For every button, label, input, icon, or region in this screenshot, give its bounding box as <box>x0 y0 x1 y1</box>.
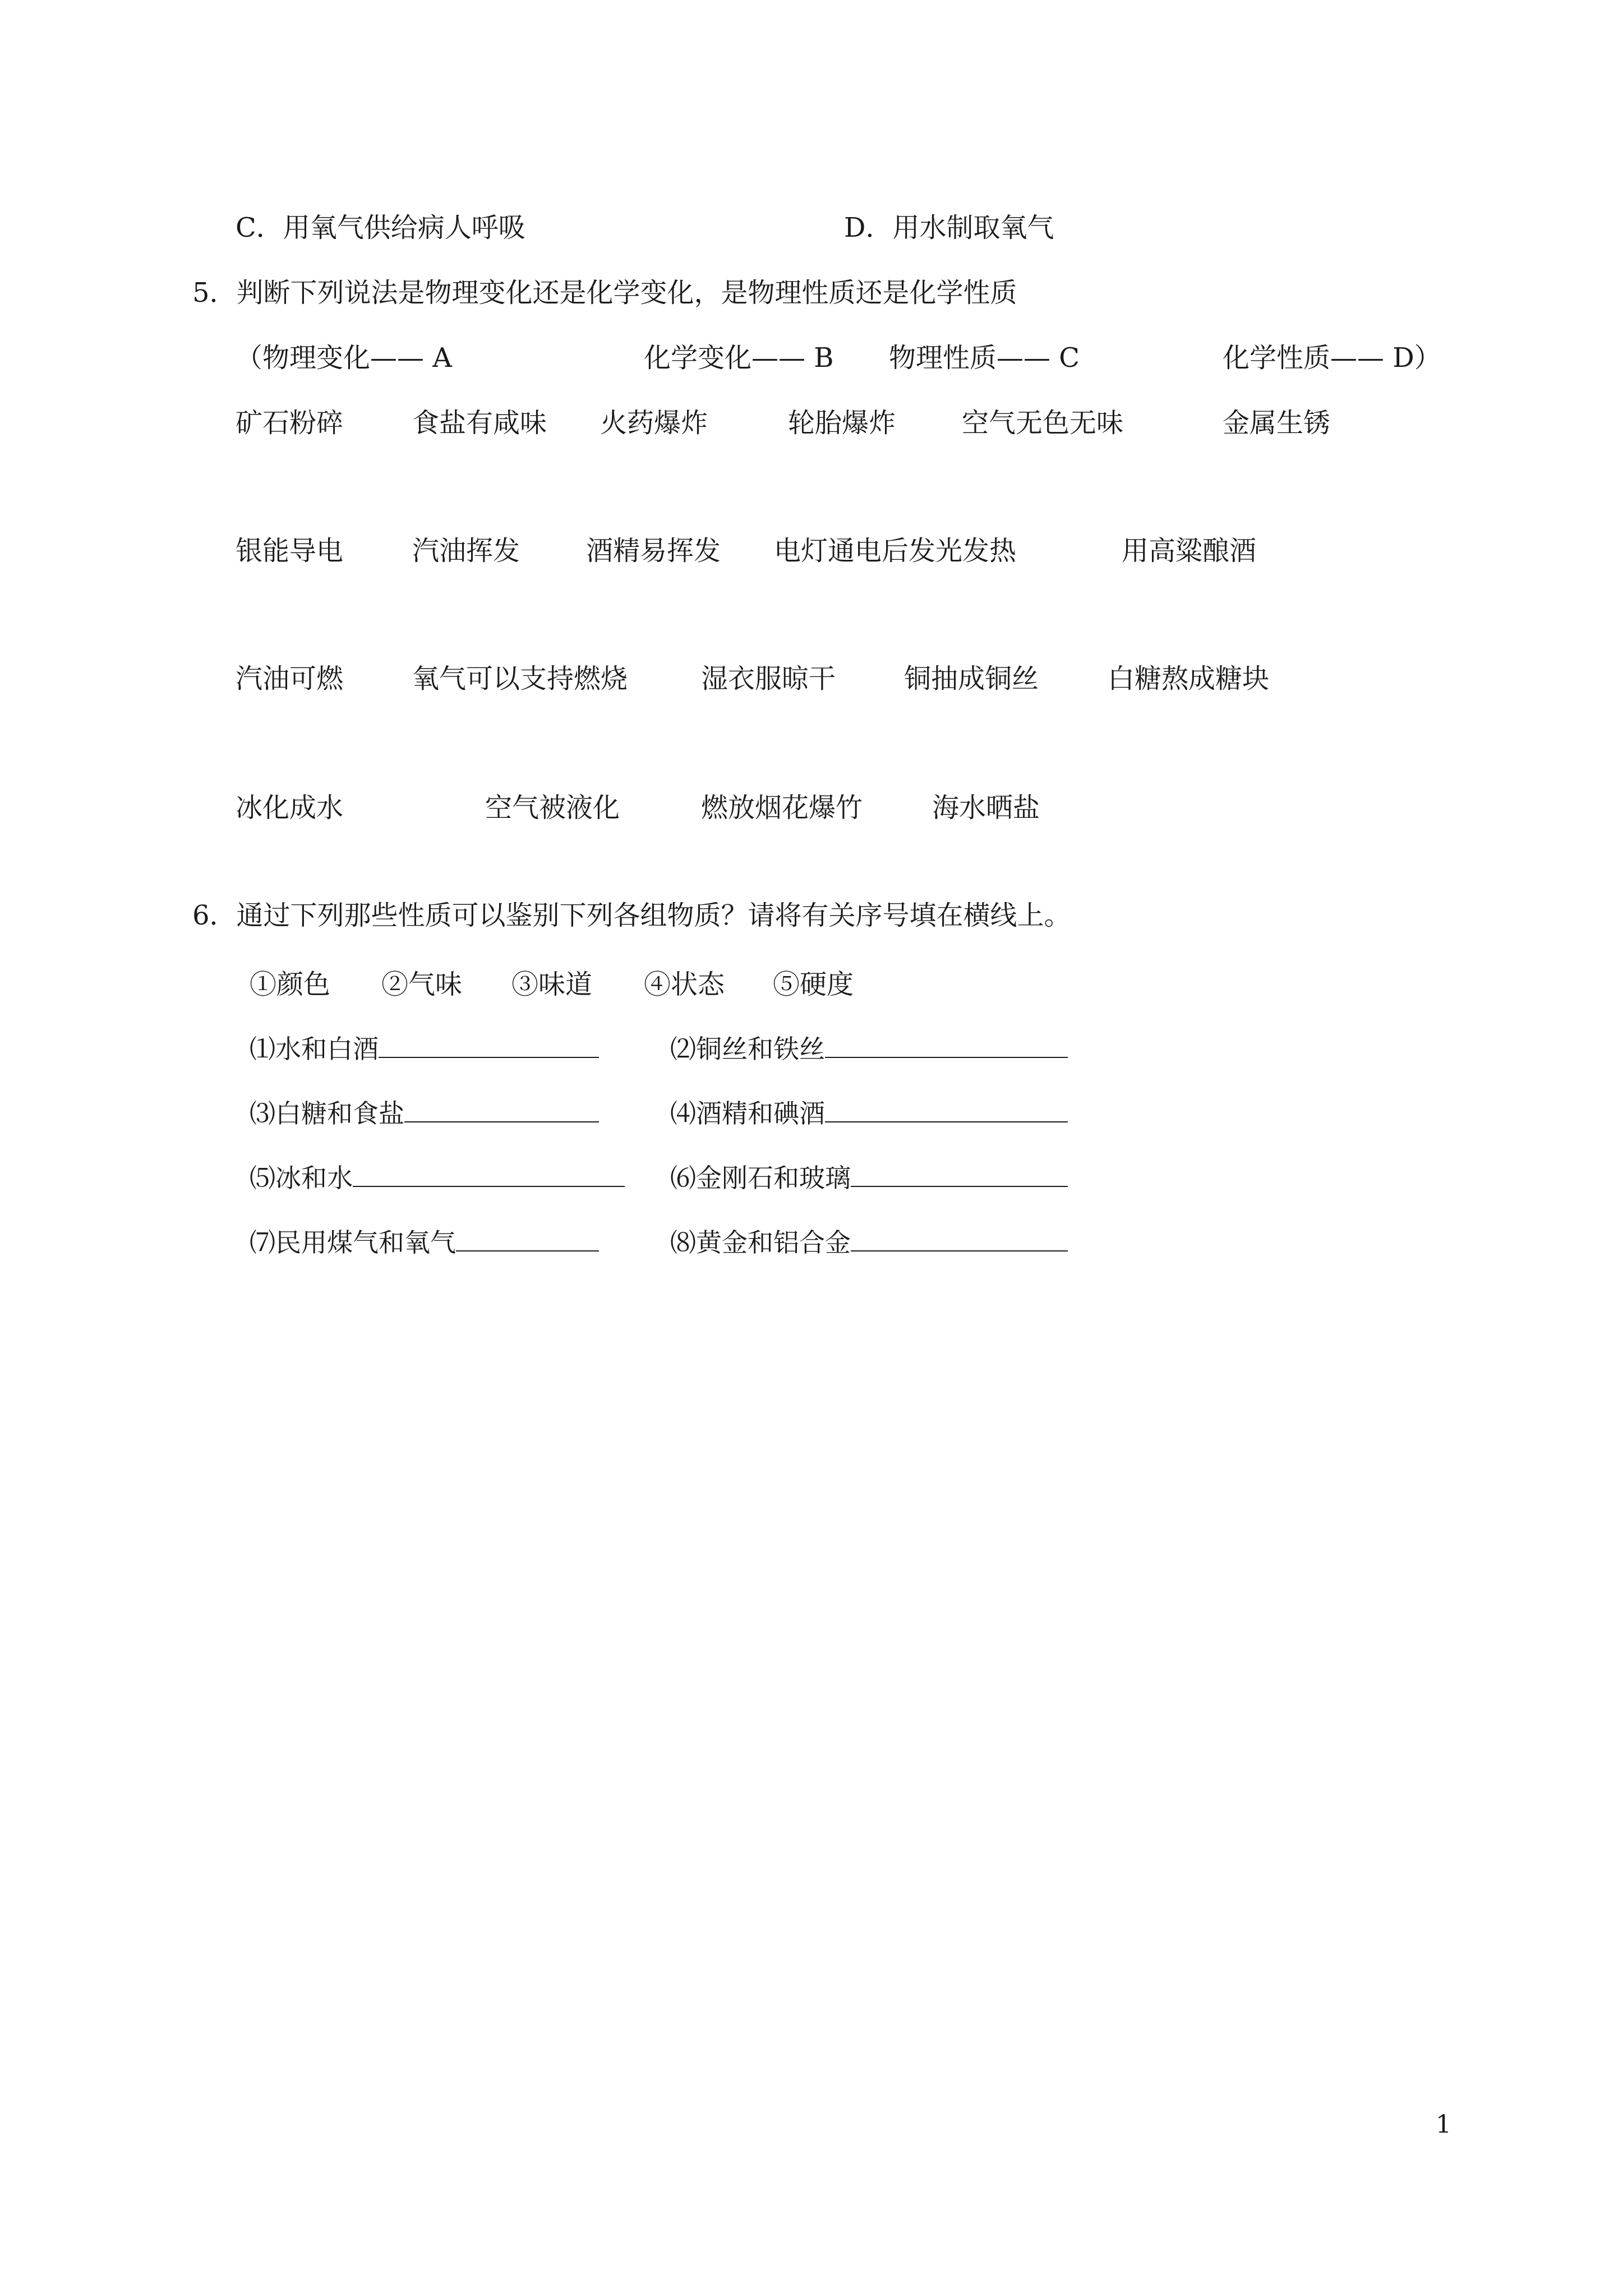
q6-item-1 <box>250 1032 599 1066</box>
q6-property: ④状态 <box>644 969 725 1000</box>
q6-item-2 <box>670 1032 1068 1066</box>
answer-blank[interactable] <box>353 1161 625 1187</box>
q4-option-c: C．用氧气供给病人呼吸 <box>236 212 525 243</box>
q6-item-label: ⑵铜丝和铁丝 <box>670 1034 825 1064</box>
q6-property: ⑤硬度 <box>773 969 854 1000</box>
q6-item-7 <box>250 1226 599 1259</box>
answer-blank[interactable] <box>456 1226 599 1251</box>
q6-item-label: ⑶白糖和食盐 <box>250 1098 404 1129</box>
q5-item: 银能导电 <box>236 535 344 567</box>
answer-blank[interactable] <box>404 1097 599 1122</box>
answer-blank[interactable] <box>379 1032 599 1058</box>
q5-item: 空气无色无味 <box>962 407 1124 439</box>
q6-item-label: ⑸冰和水 <box>250 1163 353 1193</box>
q5-item: 轮胎爆炸 <box>788 407 896 439</box>
q5-legend-b: 化学变化—— B <box>644 342 834 374</box>
q5-legend-d: 化学性质—— D） <box>1223 342 1441 374</box>
q6-property: ①颜色 <box>250 969 331 1000</box>
q6-item-label: ⑻黄金和铝合金 <box>670 1227 851 1258</box>
q5-item: 燃放烟花爆竹 <box>701 792 863 823</box>
answer-blank[interactable] <box>851 1161 1068 1187</box>
q6-item-4 <box>670 1097 1068 1130</box>
q5-legend-a: （物理变化—— A <box>236 342 452 374</box>
q5-item: 电灯通电后发光发热 <box>774 535 1017 567</box>
q5-item: 汽油可燃 <box>236 663 344 694</box>
q6-stem: 6．通过下列那些性质可以鉴别下列各组物质？请将有关序号填在横线上。 <box>192 900 1071 931</box>
answer-blank[interactable] <box>825 1032 1068 1058</box>
q5-item: 白糖熬成糖块 <box>1108 663 1270 694</box>
q5-item: 酒精易挥发 <box>586 535 721 567</box>
answer-blank[interactable] <box>825 1097 1068 1122</box>
q6-item-label: ⑹金刚石和玻璃 <box>670 1163 851 1193</box>
page-number: 1 <box>1436 2110 1451 2139</box>
q5-item: 食盐有咸味 <box>412 407 547 439</box>
q5-legend-c: 物理性质—— C <box>889 342 1080 374</box>
q6-item-label: ⑷酒精和碘酒 <box>670 1098 825 1129</box>
q5-item: 冰化成水 <box>236 792 344 823</box>
q6-item-5 <box>250 1161 625 1195</box>
q5-item: 空气被液化 <box>485 792 620 823</box>
q5-stem: 5．判断下列说法是物理变化还是化学变化，是物理性质还是化学性质 <box>192 277 1017 309</box>
q5-item: 金属生锈 <box>1223 407 1331 439</box>
q6-item-8 <box>670 1226 1068 1259</box>
q5-item: 矿石粉碎 <box>236 407 344 439</box>
q5-item: 用高粱酿酒 <box>1122 535 1257 567</box>
q5-item: 火药爆炸 <box>600 407 708 439</box>
q5-item: 海水晒盐 <box>932 792 1040 823</box>
answer-blank[interactable] <box>851 1226 1068 1251</box>
q6-property: ③味道 <box>511 969 593 1000</box>
q4-option-d: D．用水制取氧气 <box>844 212 1054 243</box>
q6-item-6 <box>670 1161 1068 1195</box>
q5-item: 铜抽成铜丝 <box>904 663 1039 694</box>
q5-item: 湿衣服晾干 <box>701 663 836 694</box>
q6-item-label: ⑺民用煤气和氧气 <box>250 1227 456 1258</box>
q6-item-3 <box>250 1097 599 1130</box>
q5-item: 氧气可以支持燃烧 <box>412 663 628 694</box>
q6-property: ②气味 <box>381 969 463 1000</box>
q6-item-label: ⑴水和白酒 <box>250 1034 379 1064</box>
q5-item: 汽油挥发 <box>412 535 520 567</box>
